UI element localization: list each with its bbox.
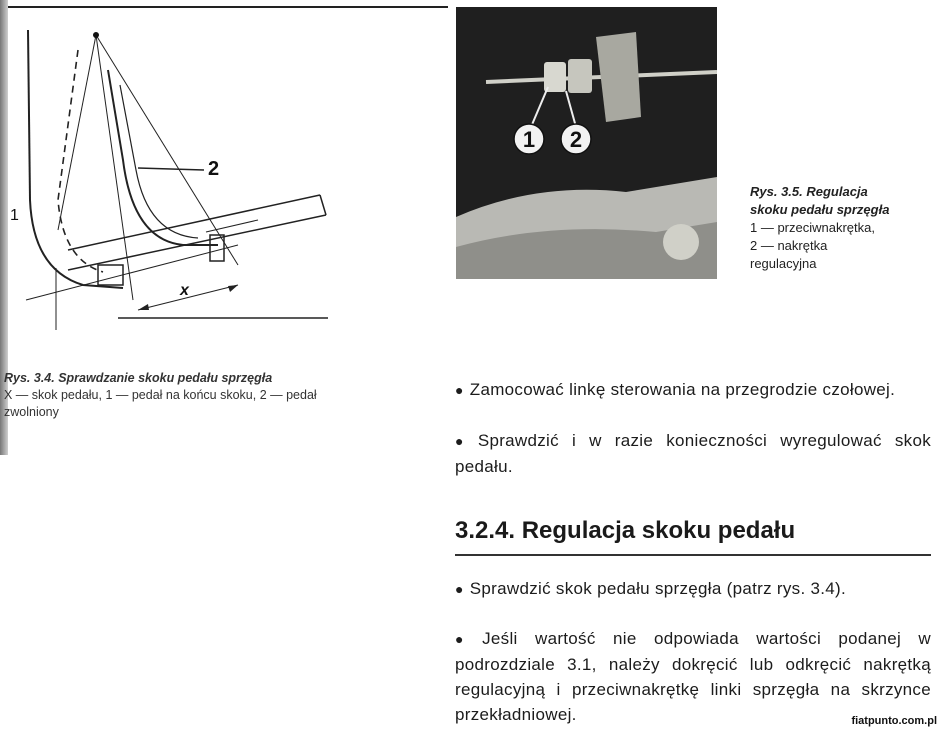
lower-bullet-1 xyxy=(455,576,931,602)
floor-bottom xyxy=(68,215,326,270)
upper-bullet-2 xyxy=(455,428,931,479)
pivot-point xyxy=(93,32,99,38)
floor-top xyxy=(68,195,320,250)
pedal-arm-left xyxy=(28,30,30,200)
label-1: 1 xyxy=(10,207,19,224)
pedal-released-inner xyxy=(120,85,198,238)
pedal-end-curve xyxy=(30,200,123,288)
label-x: x xyxy=(180,282,189,299)
pivot-line-c xyxy=(96,35,238,265)
figure-3-4-caption xyxy=(4,370,444,421)
top-rule xyxy=(0,6,448,8)
figure-3-5-caption-item2b: regulacyjna xyxy=(750,256,817,271)
upper-bullet-2-text: Sprawdzić i w razie konieczności wyregulować skok pedału. xyxy=(455,431,931,476)
leader-2 xyxy=(138,168,204,170)
bullet-icon: ● xyxy=(455,433,472,449)
pivot-line-a xyxy=(58,35,96,230)
pedal-released-arm xyxy=(108,70,218,245)
figure-3-4-caption-title: Rys. 3.4. Sprawdzanie skoku pedału sprzęgła xyxy=(4,371,273,385)
label-2: 2 xyxy=(208,158,220,180)
lower-bullet-1-text: Sprawdzić skok pedału sprzęgła (patrz rys. 3.4). xyxy=(469,579,847,598)
section-heading-rule xyxy=(455,554,931,556)
figure-3-5-caption-title-1: Rys. 3.5. Regulacja xyxy=(750,184,868,199)
floor-end xyxy=(320,195,326,215)
section-heading: 3.2.4. Regulacja skoku pedału xyxy=(455,517,796,544)
watermark: fiatpunto.com.pl xyxy=(851,715,937,727)
photo-nut-2 xyxy=(568,59,592,93)
bullet-icon: ● xyxy=(455,581,464,597)
arrow-left xyxy=(138,304,149,310)
figure-3-5-caption-item1: 1 — przeciwnakrętka, xyxy=(750,220,875,235)
photo-bolt xyxy=(663,224,699,260)
arrow-right xyxy=(228,285,238,292)
figure-3-5-caption-title-2: skoku pedału sprzęgła xyxy=(750,202,890,217)
photo-label-1: 1 xyxy=(522,127,536,152)
figure-3-4-caption-line2: zwolniony xyxy=(4,405,59,419)
figure-3-4-caption-line1: X — skok pedału, 1 — pedał na końcu skoku, 2 — pedał xyxy=(4,388,317,402)
pedal-dashed xyxy=(58,50,103,272)
figure-3-4-diagram xyxy=(8,10,438,350)
bullet-icon: ● xyxy=(455,631,477,647)
lower-bullet-2 xyxy=(455,626,931,727)
upper-bullet-1 xyxy=(455,377,931,403)
pedal-pad-end xyxy=(98,265,123,285)
lower-bullet-2-text: Jeśli wartość nie odpowiada wartości podanej w podrozdziale 3.1, należy dokręcić lub odkręcić nakrętką regulacyjną i przeciwnakrętkę linki sprzęgła na skrzynce przekładniowej. xyxy=(455,629,931,724)
figure-3-5-caption-item2: 2 — nakrętka xyxy=(750,238,828,253)
figure-3-5-caption xyxy=(750,183,940,273)
upper-bullet-1-text: Zamocować linkę sterowania na przegrodzie czołowej. xyxy=(469,380,896,399)
bullet-icon: ● xyxy=(455,382,464,398)
photo-label-2: 2 xyxy=(569,127,583,152)
figure-3-5-photo xyxy=(456,7,717,279)
